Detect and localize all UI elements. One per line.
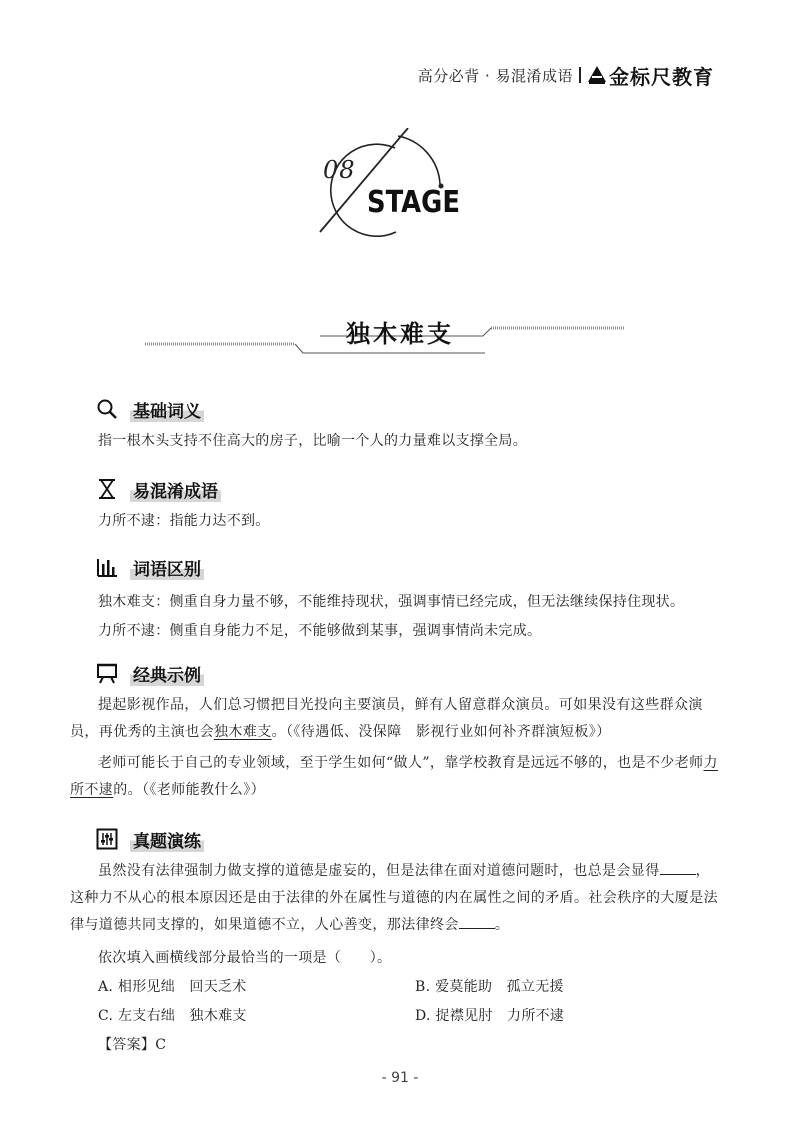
example-2-term: 力所不逮: [70, 755, 718, 798]
section-title: 基础词义: [130, 397, 204, 422]
answer-blank-2: [459, 915, 495, 929]
idiom-title: 独木难支: [346, 319, 454, 348]
example-2-source: 的。（《老师能教什么》）: [113, 782, 266, 798]
header-divider: [579, 67, 581, 83]
answer-blank-1: [660, 861, 696, 875]
stage-label: STAGE: [367, 185, 460, 220]
question-text-part-3: 。: [494, 917, 510, 933]
section-word-difference: [96, 554, 204, 580]
section-title: 经典示例: [130, 661, 204, 686]
header-title: 高分必背 · 易混淆成语: [417, 66, 573, 85]
option-c: C. 左支右绌 独木难支: [98, 1008, 247, 1024]
equalizer-icon: [96, 828, 118, 850]
section-title: 真题演练: [130, 827, 204, 852]
example-1-term: 独木难支: [214, 724, 272, 740]
page-header: [418, 60, 714, 90]
brand-name: 金标尺教育: [609, 64, 714, 89]
stage-number: 08: [323, 156, 356, 184]
bar-chart-icon: [96, 556, 118, 578]
section-practice-questions: [96, 826, 204, 852]
question-text-part-2: ，这种力不从心的根本原因还是由于法律的外在属性与道德的内在属性之间的矛盾。社会秩序的大厦是法律与道德共同支撑的，如果道德不立，人心善变，那法律终会: [70, 863, 718, 933]
example-paragraph-2: [70, 750, 720, 804]
section-title: 易混淆成语: [130, 477, 221, 502]
page-number: - 91 -: [381, 1070, 419, 1086]
brand: [587, 61, 714, 90]
section-title: 词语区别: [130, 555, 204, 580]
option-d: D. 捉襟见肘 力所不逮: [415, 1008, 565, 1024]
example-paragraph-1: [70, 692, 720, 746]
practice-prompt: 依次填入画横线部分最恰当的一项是（ ）。: [98, 950, 392, 966]
section-confusable-idiom: [96, 476, 221, 502]
difference-line-1: 独木难支：侧重自身力量不够，不能维持现状，强调事情已经完成，但无法继续保持住现状。: [98, 594, 685, 610]
question-text-part-1: 虽然没有法律强制力做支撑的道德是虚妄的，但是法律在面对道德问题时，也总是会显得: [98, 863, 660, 879]
stage-emblem: [300, 128, 500, 238]
difference-line-2: 力所不逮：侧重自身能力不足，不能够做到某事，强调事情尚未完成。: [98, 623, 542, 639]
answer-key: 【答案】C: [98, 1037, 167, 1053]
idiom-title-banner: [145, 308, 655, 354]
section-basic-meaning: [96, 396, 204, 422]
basic-meaning-text: 指一根木头支持不住高大的房子，比喻一个人的力量难以支撑全局。: [98, 433, 527, 449]
practice-question: [70, 858, 720, 939]
search-icon: [96, 398, 118, 420]
presentation-icon: [96, 662, 118, 684]
hourglass-icon: [96, 478, 118, 500]
section-classic-examples: [96, 660, 204, 686]
option-a: A. 相形见绌 回天乏术: [98, 979, 247, 995]
confusable-idiom-text: 力所不逮：指能力达不到。: [98, 513, 270, 529]
example-2-text: 老师可能长于自己的专业领域，至于学生如何“做人”，靠学校教育是远远不够的，也是不少老师: [98, 755, 704, 771]
example-1-text: 提起影视作品，人们总习惯把目光投向主要演员，鲜有人留意群众演员。可如果没有这些群众演员，再优秀的主演也会: [70, 697, 703, 740]
example-1-source: 。（《待遇低、没保障 影视行业如何补齐群演短板》）: [271, 724, 611, 740]
brand-logo-icon: [587, 65, 607, 85]
option-b: B. 爱莫能助 孤立无援: [415, 979, 564, 995]
